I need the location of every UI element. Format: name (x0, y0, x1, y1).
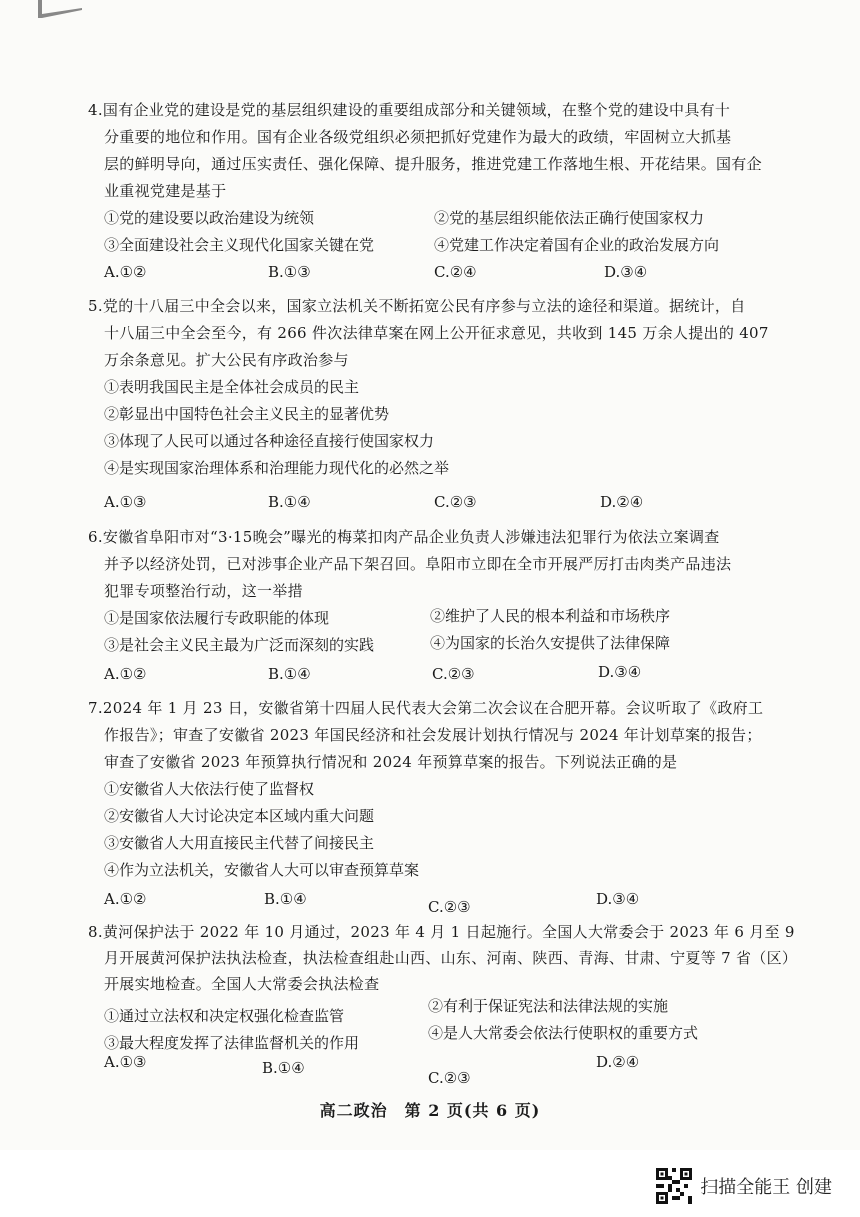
question-4-stem-line-1: 4.国有企业党的建设是党的基层组织建设的重要组成部分和关键领域，在整个党的建设中具有十 (88, 101, 731, 119)
question-6-statement-3: ③是社会主义民主最为广泛而深刻的实践 (104, 636, 375, 654)
question-6-statement-4: ④为国家的长治久安提供了法律保障 (430, 634, 671, 652)
question-8-choice-c[interactable]: C.②③ (428, 1069, 471, 1087)
question-5-choice-a[interactable]: A.①③ (104, 493, 147, 511)
question-7-statement-3: ③安徽省人大用直接民主代替了间接民主 (104, 834, 375, 852)
question-6-choice-b[interactable]: B.①④ (268, 665, 311, 683)
question-7-statement-2: ②安徽省人大讨论决定本区域内重大问题 (104, 807, 375, 825)
question-8-statement-4: ④是人大常委会依法行使职权的重要方式 (428, 1024, 699, 1042)
page-footer: 高二政治 第 2 页(共 6 页) (319, 1101, 541, 1120)
scanner-watermark (656, 1168, 832, 1204)
question-5-choice-b[interactable]: B.①④ (268, 493, 311, 511)
question-4-statement-1: ①党的建设要以政治建设为统领 (104, 209, 315, 227)
question-6-choice-d[interactable]: D.③④ (598, 663, 642, 681)
question-7-statement-4: ④作为立法机关，安徽省人大可以审查预算草案 (104, 861, 420, 879)
question-8-statement-2: ②有利于保证宪法和法律法规的实施 (428, 997, 669, 1015)
question-6-choice-c[interactable]: C.②③ (432, 665, 475, 683)
question-6-statement-1: ①是国家依法履行专政职能的体现 (104, 609, 330, 627)
question-8-statement-3: ③最大程度发挥了法律监督机关的作用 (104, 1034, 360, 1052)
watermark-text: 扫描全能王 创建 (700, 1177, 832, 1198)
question-4-statement-4: ④党建工作决定着国有企业的政治发展方向 (434, 236, 720, 254)
question-8-statement-1: ①通过立法权和决定权强化检查监管 (104, 1007, 345, 1025)
question-5-stem-line-3: 万余条意见。扩大公民有序政治参与 (104, 351, 349, 369)
question-7-choice-b[interactable]: B.①④ (264, 890, 307, 908)
question-5-statement-2: ②彰显出中国特色社会主义民主的显著优势 (104, 405, 390, 423)
question-4-choice-d[interactable]: D.③④ (604, 263, 648, 281)
question-7-choice-d[interactable]: D.③④ (596, 890, 640, 908)
question-8-stem-line-1: 8.黄河保护法于 2022 年 10 月通过，2023 年 4 月 1 日起施行。全国人大常委会于 2023 年 6 月至 9 (88, 923, 795, 941)
question-8-choice-a[interactable]: A.①③ (104, 1053, 147, 1071)
question-5-statement-1: ①表明我国民主是全体社会成员的民主 (104, 378, 360, 396)
question-4-statement-2: ②党的基层组织能依法正确行使国家权力 (434, 209, 705, 227)
question-7-statement-1: ①安徽省人大依法行使了监督权 (104, 780, 315, 798)
question-6-stem-line-1: 6.安徽省阜阳市对“3·15晚会”曝光的梅菜扣肉产品企业负责人涉嫌违法犯罪行为依法立案调查 (88, 528, 720, 546)
question-6-stem-line-2: 并予以经济处罚，已对涉事企业产品下架召回。阜阳市立即在全市开展严厉打击肉类产品违法 (104, 555, 732, 573)
question-5-statement-4: ④是实现国家治理体系和治理能力现代化的必然之举 (104, 459, 450, 477)
scan-corner-mark (38, 0, 82, 18)
question-4-statement-3: ③全面建设社会主义现代化国家关键在党 (104, 236, 375, 254)
question-5-statement-3: ③体现了人民可以通过各种途径直接行使国家权力 (104, 432, 435, 450)
question-4-stem-line-2: 分重要的地位和作用。国有企业各级党组织必须把抓好党建作为最大的政绩，牢固树立大抓基 (104, 128, 732, 146)
question-8-stem-line-3: 开展实地检查。全国人大常委会执法检查 (104, 975, 380, 993)
question-8-choice-b[interactable]: B.①④ (262, 1059, 305, 1077)
question-4-choice-c[interactable]: C.②④ (434, 263, 477, 281)
question-6-choice-a[interactable]: A.①② (104, 665, 147, 683)
question-4-choice-a[interactable]: A.①② (104, 263, 147, 281)
question-7-choice-c[interactable]: C.②③ (428, 898, 471, 916)
question-4-stem-line-4: 业重视党建是基于 (104, 182, 227, 200)
question-5-stem-line-1: 5.党的十八届三中全会以来，国家立法机关不断拓宽公民有序参与立法的途径和渠道。据统计，自 (88, 297, 746, 315)
question-5-choice-c[interactable]: C.②③ (434, 493, 477, 511)
question-4-choice-b[interactable]: B.①③ (268, 263, 311, 281)
question-7-stem-line-3: 审查了安徽省 2023 年预算执行情况和 2024 年预算草案的报告。下列说法正确的是 (104, 753, 678, 771)
question-6-statement-2: ②维护了人民的根本利益和市场秩序 (430, 607, 671, 625)
question-5-choice-d[interactable]: D.②④ (600, 493, 644, 511)
question-7-stem-line-2: 作报告》；审查了安徽省 2023 年国民经济和社会发展计划执行情况与 2024 年计划草案的报告； (104, 726, 762, 744)
qr-code-icon (656, 1168, 692, 1204)
question-4-stem-line-3: 层的鲜明导向，通过压实责任、强化保障、提升服务，推进党建工作落地生根、开花结果。国有企 (104, 155, 762, 173)
question-7-stem-line-1: 7.2024 年 1 月 23 日，安徽省第十四届人民代表大会第二次会议在合肥开幕。会议听取了《政府工 (88, 699, 764, 717)
question-8-choice-d[interactable]: D.②④ (596, 1053, 640, 1071)
question-8-stem-line-2: 月开展黄河保护法执法检查，执法检查组赴山西、山东、河南、陕西、青海、甘肃、宁夏等 7 省（区） (104, 949, 798, 967)
question-7-choice-a[interactable]: A.①② (104, 890, 147, 908)
question-6-stem-line-3: 犯罪专项整治行动，这一举措 (104, 582, 303, 600)
question-5-stem-line-2: 十八届三中全会至今，有 266 件次法律草案在网上公开征求意见，共收到 145 万余人提出的 407 (104, 324, 769, 342)
